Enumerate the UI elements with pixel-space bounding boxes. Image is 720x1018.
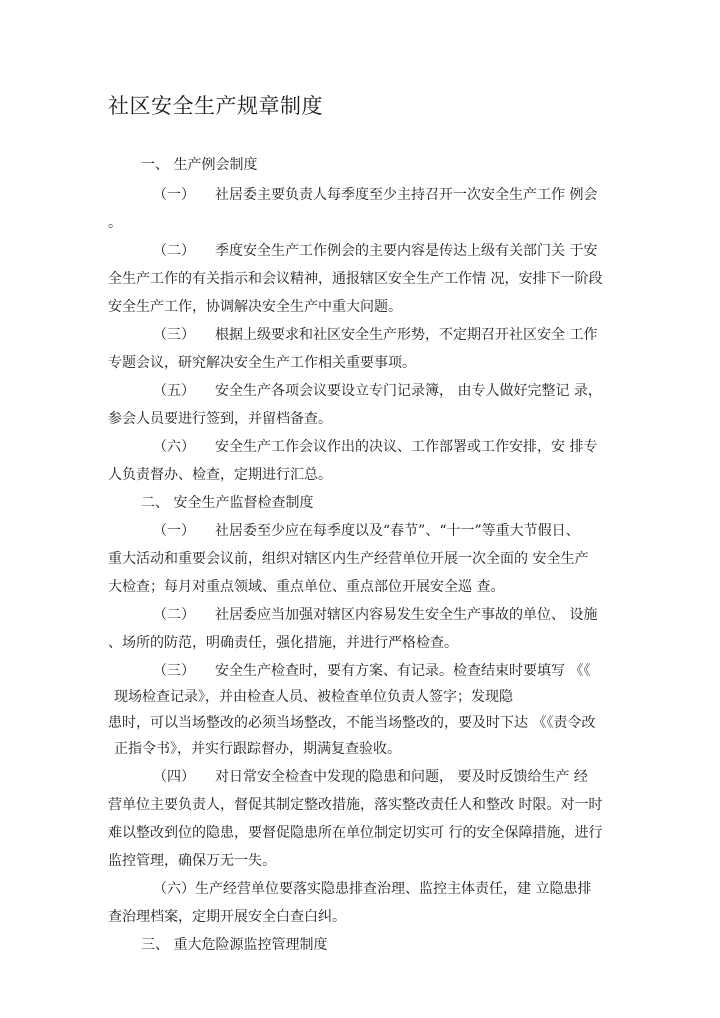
paragraph-line [153,382,613,400]
paragraph-text: 根据上级要求和社区安全生产形势，不定期召开社区安全 工作 [215,327,598,343]
paragraph-line: 大检查；每月对重点领域、重点单位、重点部位开展安全巡 查。 [108,579,505,595]
section-heading-3: 三、 重大危险源监控管理制度 [141,937,328,953]
item-number: （三） [153,327,195,343]
document-title: 社区安全生产规章制度 [108,94,323,118]
item-number: （二） [153,607,195,623]
item-number: （一） [153,187,195,203]
paragraph-line: 患时，可以当场整改的必须当场整改，不能当场整改的，要及时下达 《《责令改 [108,715,596,731]
paragraph-line [153,326,613,344]
paragraph-line: 监控管理，确保万无一失。 [108,853,276,869]
section-heading-2: 二、 安全生产监督检查制度 [141,495,314,511]
paragraph-line: 现场检查记录》，并由检查人员、被检查单位负责人签字；发现隐 [114,689,513,705]
item-number: （五） [153,383,195,399]
paragraph-line: 查治理档案，定期开展安全白查白纠。 [108,909,346,925]
paragraph-line: 安全生产工作，协调解决安全生产中重大问题。 [108,299,402,315]
item-number: （一） [153,523,195,539]
paragraph-line: （六）生产经营单位要落实隐患排查治理、监控主体责任，建 立隐患排 [153,881,592,897]
paragraph-line: 全生产工作的有关指示和会议精神，通报辖区安全生产工作情 况，安排下一阶段 [108,271,603,287]
paragraph-line [153,522,613,540]
paragraph-text: 安全生产检查时，要有方案、有记录。检查结束时要填写 《《 [215,663,591,679]
paragraph-line: 专题会议，研究解决安全生产工作相关重要事项。 [108,355,416,371]
paragraph-line [153,242,613,260]
section-heading-1: 一、 生产例会制度 [141,157,258,173]
paragraph-line: 正指令书》，并实行跟踪督办，期满复查验收。 [114,741,401,757]
paragraph-text: 安全生产各项会议要设立专门记录簿， 由专人做好完整记 录， [215,383,602,399]
paragraph-line [153,662,613,680]
item-number: （六） [153,439,195,455]
paragraph-line: 人负责督办、检查，定期进行汇总。 [108,467,332,483]
item-number: （二） [153,243,195,259]
paragraph-line [153,438,613,456]
paragraph-line: 重大活动和重要会议前，组织对辖区内生产经营单位开展一次全面的 安全生产 [108,551,589,567]
paragraph-text: 安全生产工作会议作出的决议、工作部署或工作安排，安 排专 [215,439,598,455]
paragraph-line [153,768,613,786]
item-number: （四） [153,769,195,785]
paragraph-text: 社居委至少应在每季度以及“春节”、“十一”等重大节假日、 [215,523,580,539]
paragraph-text: 社居委应当加强对辖区内容易发生安全生产事故的单位、 设施 [215,607,598,623]
paragraph-text: 社居委主要负责人每季度至少主持召开一次安全生产工作 例会 [215,187,598,203]
paragraph-line: 参会人员要进行签到，并留档备查。 [108,411,332,427]
paragraph-line: 。 [108,215,122,231]
paragraph-line: 难以整改到位的隐患，要督促隐患所在单位制定切实可 行的安全保障措施，进行 [108,825,603,841]
paragraph-line: 、场所的防范，明确责任，强化措施，并进行严格检查。 [108,635,458,651]
paragraph-text: 对日常安全检查中发现的隐患和问题， 要及时反馈给生产 经 [215,769,588,785]
paragraph-line [153,186,613,204]
item-number: （三） [153,663,195,679]
paragraph-line: 营单位主要负责人，督促其制定整改措施，落实整改责任人和整改 时限。对一时 [108,797,603,813]
paragraph-line [153,606,613,624]
paragraph-text: 季度安全生产工作例会的主要内容是传达上级有关部门关 于安 [215,243,598,259]
